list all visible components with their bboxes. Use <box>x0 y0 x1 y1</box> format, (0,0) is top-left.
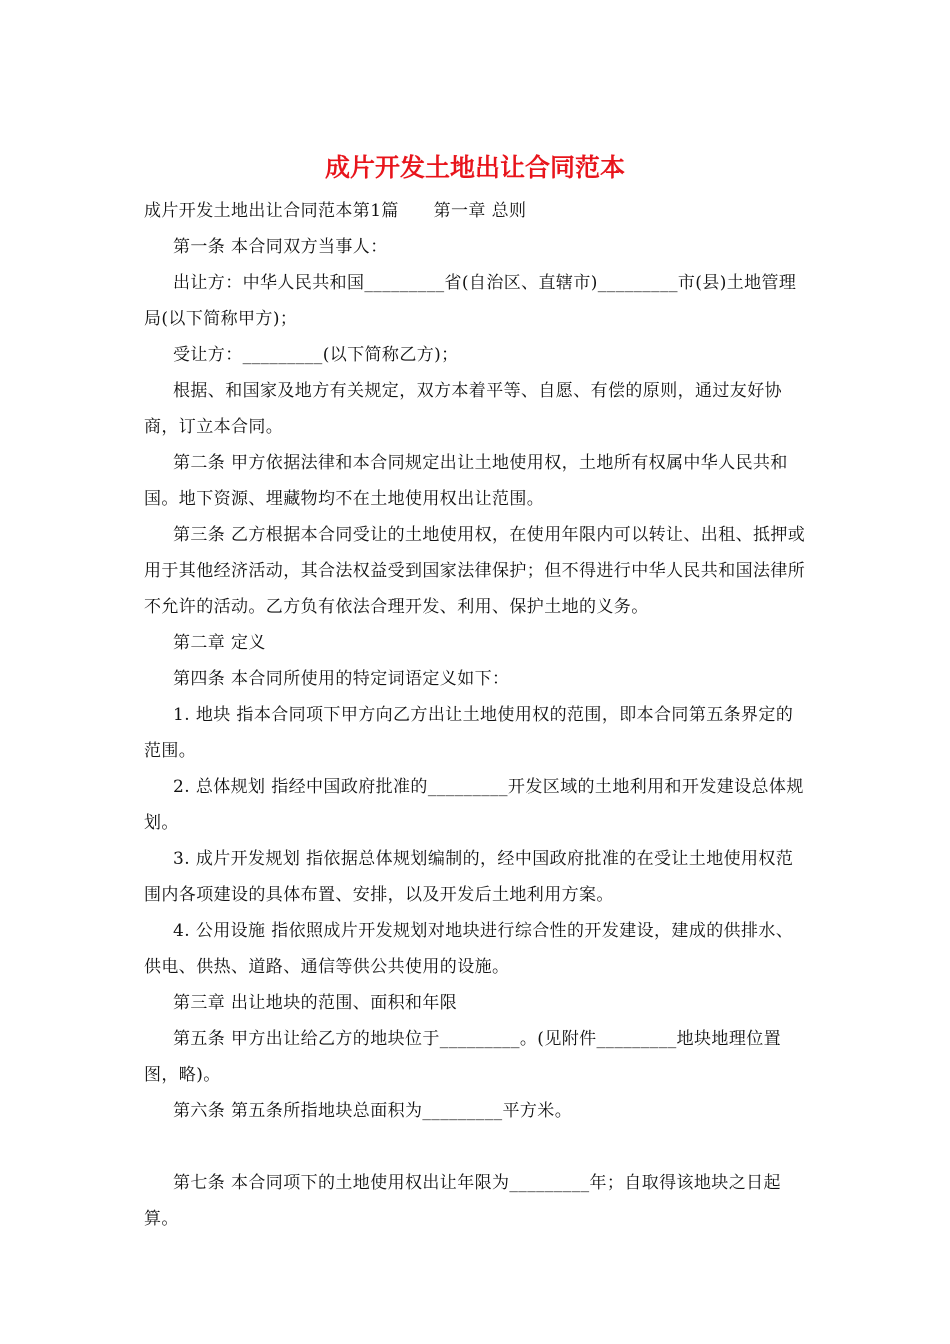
paragraph-transferor: 出让方：中华人民共和国_________省(自治区、直辖市)_________市(县)土地管理局(以下简称甲方)； <box>144 273 797 329</box>
paragraph-article-4: 第四条 本合同所使用的特定词语定义如下： <box>173 669 510 689</box>
paragraph-definition-4: 4. 公用设施 指依照成片开发规划对地块进行综合性的开发建设，建成的供排水、供电、供热、道路、通信等供公共使用的设施。 <box>144 921 794 977</box>
document-body <box>144 193 808 1237</box>
paragraph-chapter-3: 第三章 出让地块的范围、面积和年限 <box>173 993 458 1013</box>
paragraph-article-5: 第五条 甲方出让给乙方的地块位于_________。(见附件_________地块地理位置图，略)。 <box>144 1029 782 1085</box>
paragraph-chapter-2: 第二章 定义 <box>173 633 266 653</box>
paragraph-article-7: 第七条 本合同项下的土地使用权出让年限为_________年；自取得该地块之日起算。 <box>144 1173 781 1229</box>
document-title: 成片开发土地出让合同范本 <box>324 153 625 182</box>
paragraph-heading-line: 成片开发土地出让合同范本第1篇 第一章 总则 <box>144 201 527 221</box>
paragraph-article-2: 第二条 甲方依据法律和本合同规定出让土地使用权，土地所有权属中华人民共和国。地下资源、埋藏物均不在土地使用权出让范围。 <box>144 453 788 509</box>
paragraph-article-6: 第六条 第五条所指地块总面积为_________平方米。 <box>173 1101 573 1121</box>
paragraph-basis: 根据、和国家及地方有关规定，双方本着平等、自愿、有偿的原则，通过友好协商，订立本合同。 <box>144 381 782 437</box>
paragraph-article-1: 第一条 本合同双方当事人： <box>173 237 388 257</box>
paragraph-article-3: 第三条 乙方根据本合同受让的土地使用权，在使用年限内可以转让、出租、抵押或用于其他经济活动，其合法权益受到国家法律保护；但不得进行中华人民共和国法律所不允许的活动。乙方负有依法合理开发、利用、保护土地的义务。 <box>144 525 806 617</box>
paragraph-transferee: 受让方：_________(以下简称乙方)； <box>173 345 459 365</box>
paragraph-definition-2: 2. 总体规划 指经中国政府批准的_________开发区域的土地利用和开发建设总体规划。 <box>144 777 804 833</box>
paragraph-definition-1: 1. 地块 指本合同项下甲方向乙方出让土地使用权的范围，即本合同第五条界定的范围。 <box>144 705 794 761</box>
blank-line <box>144 1129 808 1165</box>
paragraph-definition-3: 3. 成片开发规划 指依据总体规划编制的，经中国政府批准的在受让土地使用权范围内各项建设的具体布置、安排，以及开发后土地利用方案。 <box>144 849 794 905</box>
